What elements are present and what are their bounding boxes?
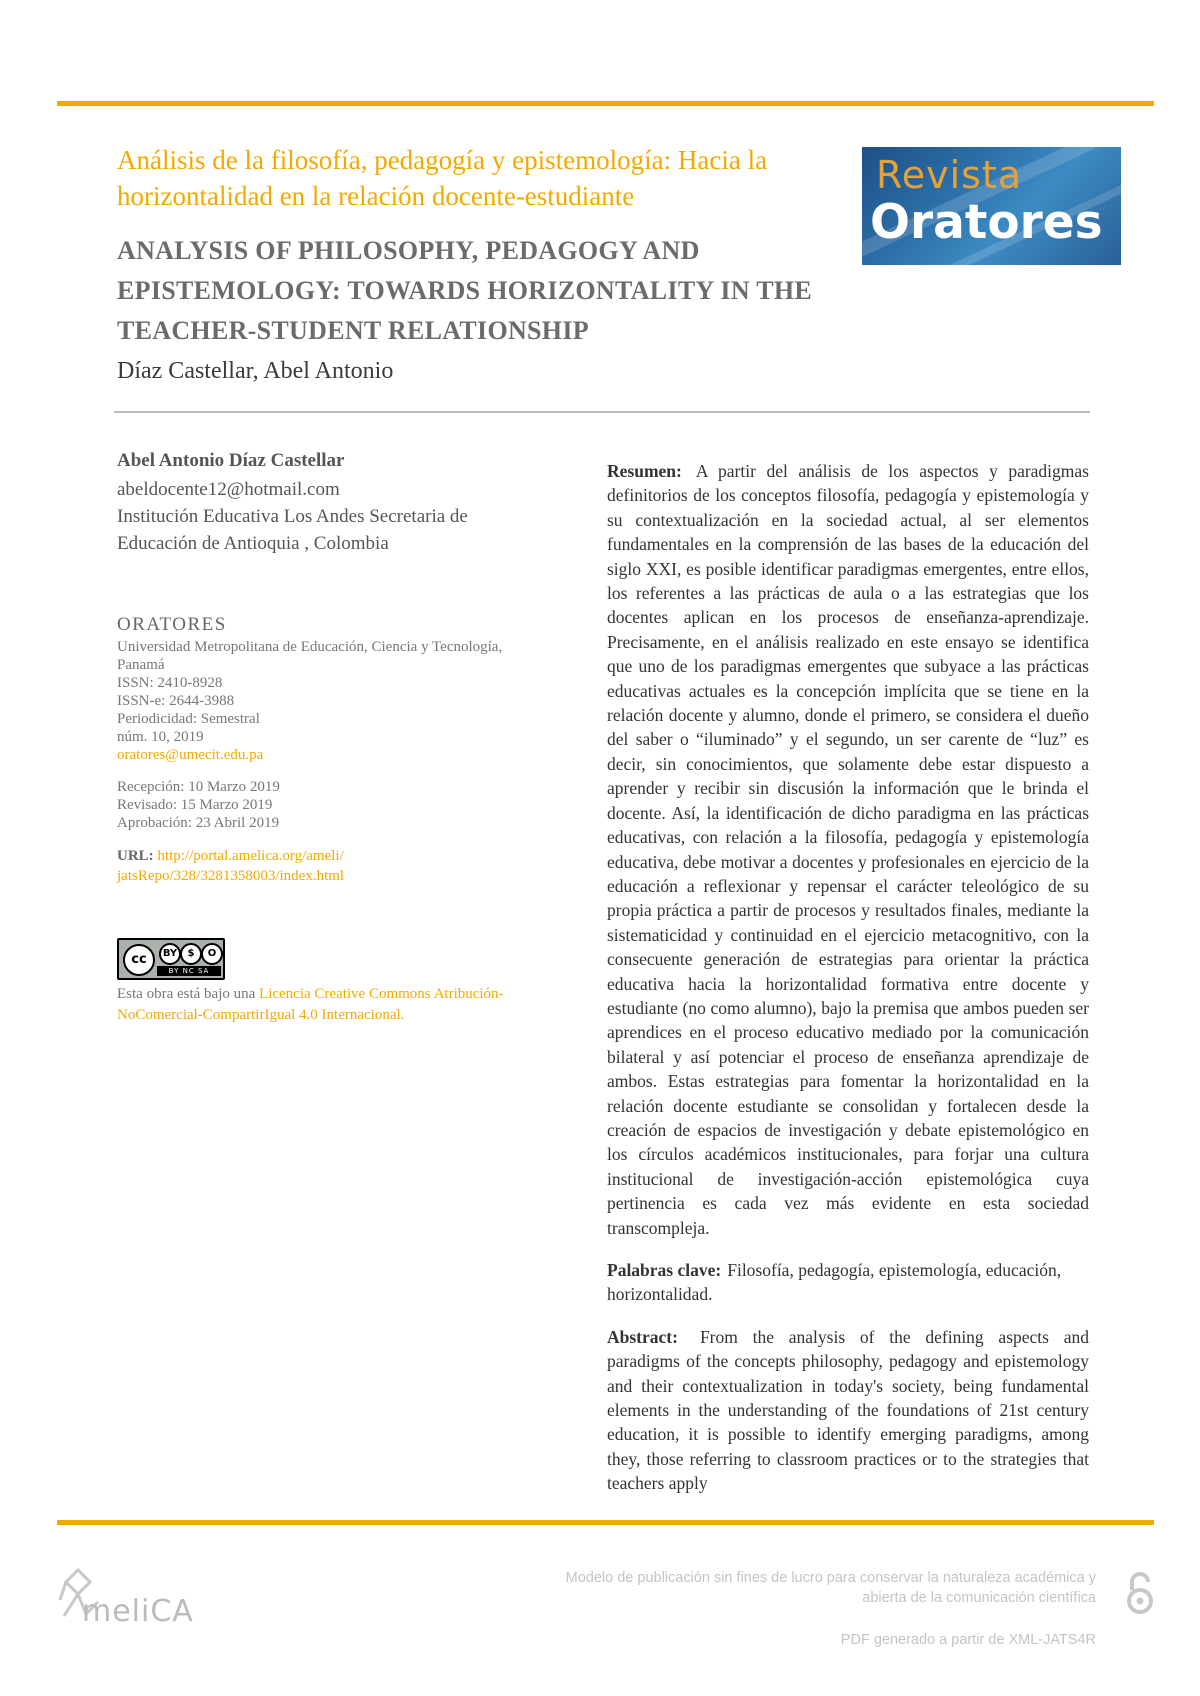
journal-name: ORATORES xyxy=(117,614,227,635)
license-prefix: Esta obra está bajo una xyxy=(117,986,260,1002)
abstract-column xyxy=(607,459,1089,1514)
abstract-en-label: Abstract: xyxy=(607,1326,678,1347)
amelica-wordmark: meliCA xyxy=(82,1594,194,1629)
sa-icon: O xyxy=(201,943,223,965)
article-dates xyxy=(117,778,577,832)
journal-cover-logo xyxy=(862,147,1121,265)
journal-email-link[interactable]: oratores@umecit.edu.pa xyxy=(117,747,264,763)
url-label: URL: xyxy=(117,848,154,864)
abstract-es-label: Resumen: xyxy=(607,461,682,481)
keywords-text: Filosofía, pedagogía, epistemología, educación, horizontalidad. xyxy=(607,1260,1062,1305)
keywords-label: Palabras clave: xyxy=(607,1260,722,1280)
license-link[interactable]: Licencia Creative Commons Atribución-NoComercial-CompartirIgual 4.0 Internacional. xyxy=(117,986,504,1023)
affiliation-institution-2: Educación de Antioquia , Colombia xyxy=(117,533,389,554)
abstract-spanish xyxy=(607,459,1089,1240)
nc-icon: $ xyxy=(180,943,202,965)
date-revised: Revisado: 15 Marzo 2019 xyxy=(117,797,273,813)
journal-issue: núm. 10, 2019 xyxy=(117,729,204,745)
header-divider xyxy=(114,411,1090,413)
abstract-en-text: From the analysis of the defining aspects and paradigms of the concepts philosophy, pedagogy and epistemology and their contextualization in today's society, being fundamental elements in the understanding of the foundations of 21st century education, it is possible to identify emerging paradigms, among they, those referring to classroom practices or to the strategies that teachers apply xyxy=(607,1326,1089,1494)
keywords xyxy=(607,1258,1089,1307)
article-title-spanish: Análisis de la filosofía, pedagogía y epistemología: Hacia la horizontalidad en la relación docente-estudiante xyxy=(117,145,768,211)
logo-word-oratores: Oratores xyxy=(870,195,1103,250)
top-gold-rule xyxy=(57,101,1154,106)
by-icon: BY xyxy=(159,943,181,965)
article-title-english: ANALYSIS OF PHILOSOPHY, PEDAGOGY AND EPISTEMOLOGY: TOWARDS HORIZONTALITY IN THE TEACHER-STUDENT RELATIONSHIP xyxy=(117,236,813,345)
open-access-icon xyxy=(1123,1570,1157,1616)
journal-periodicity: Periodicidad: Semestral xyxy=(117,711,260,727)
affiliation-name: Abel Antonio Díaz Castellar xyxy=(117,450,345,471)
footer-statement xyxy=(396,1568,1096,1608)
footer-line-2: abierta de la comunicación científica xyxy=(862,1590,1096,1606)
author-line: Díaz Castellar, Abel Antonio xyxy=(117,358,394,384)
amelica-logo xyxy=(56,1566,216,1636)
journal-issn-e: ISSN-e: 2644-3988 xyxy=(117,693,235,709)
journal-issn: ISSN: 2410-8928 xyxy=(117,675,223,691)
affiliation-institution-1: Institución Educativa Los Andes Secretaria de xyxy=(117,506,468,527)
creative-commons-badge[interactable] xyxy=(117,938,225,980)
logo-word-revista: Revista xyxy=(876,153,1023,197)
footer-line-1: Modelo de publicación sin fines de lucro para conservar la naturaleza académica y xyxy=(565,1570,1096,1586)
footer-generated: PDF generado a partir de XML-JATS4R xyxy=(840,1632,1096,1648)
bottom-gold-rule xyxy=(57,1520,1154,1525)
article-url xyxy=(117,846,577,886)
license-statement xyxy=(117,984,587,1026)
url-link-2[interactable]: jatsRepo/328/3281358003/index.html xyxy=(117,868,345,884)
url-link-1[interactable]: http://portal.amelica.org/ameli/ xyxy=(157,848,344,864)
abstract-english xyxy=(607,1325,1089,1496)
abstract-es-text: A partir del análisis de los aspectos y paradigmas definitorios de los conceptos filosofía, pedagogía y epistemología y su contextualización en la sociedad actual, al ser elementos fundamentales en la comprensión de las bases de la educación del siglo XXI, es posible identificar paradigmas emergentes, entre ellos, los referentes a las prácticas de aula o a las estrategias que los docentes aplican en los procesos de enseñanza-aprendizaje. Precisamente, en el análisis realizado en este ensayo se identifica que uno de los paradigmas emergentes que subyace a las prácticas educativas actuales es la concepción implícita que se tiene en la relación docente y alumno, donde el primero, se considera el dueño del saber o “iluminado” y el segundo, un ser carente de “luz” es decir, sin conocimientos, que solamente debe estar dispuesto a aprender y recibir sin discusión la información que le brinda el docente. Así, la identificación de dicho paradigma en las prácticas educativas, con relación a la filosofía, pedagogía y epistemología educativa, debe motivar a docentes y profesionales en ejercicio de la educación a reflexionar y repensar el carácter teleológico de su propia práctica a partir de procesos y resultados finales, mediante la sistematicidad y continuidad en el ejercicio metacognitivo, con la consecuente generación de estrategias para orientar la práctica educativa hacia la horizontalidad formativa entre docente y estudiante (no como alumno), bajo la premisa que ambos pueden ser aprendices en el proceso educativo mediado por la comunicación bilateral y así potenciar el proceso de enseñanza aprendizaje de ambos. Estas estrategias para fomentar la horizontalidad en la relación docente estudiante se consolidan y fortalecen desde la creación de espacios de investigación y debate epistemológico en los círculos académicos institucionales, para forjar una cultura institucional de investigación-acción epistemológica cuya pertinencia es cada vez más evidente en esta sociedad transcompleja. xyxy=(607,461,1089,1238)
journal-publisher-1: Universidad Metropolitana de Educación, Ciencia y Tecnología, xyxy=(117,639,503,655)
cc-icon: cc xyxy=(123,944,155,976)
author-affiliation xyxy=(117,450,577,557)
journal-publisher-2: Panamá xyxy=(117,657,165,673)
journal-info xyxy=(117,614,577,886)
affiliation-email[interactable]: abeldocente12@hotmail.com xyxy=(117,479,340,500)
cc-badge-bar: BY NC SA xyxy=(157,966,221,976)
date-approved: Aprobación: 23 Abril 2019 xyxy=(117,815,280,831)
date-received: Recepción: 10 Marzo 2019 xyxy=(117,779,280,795)
